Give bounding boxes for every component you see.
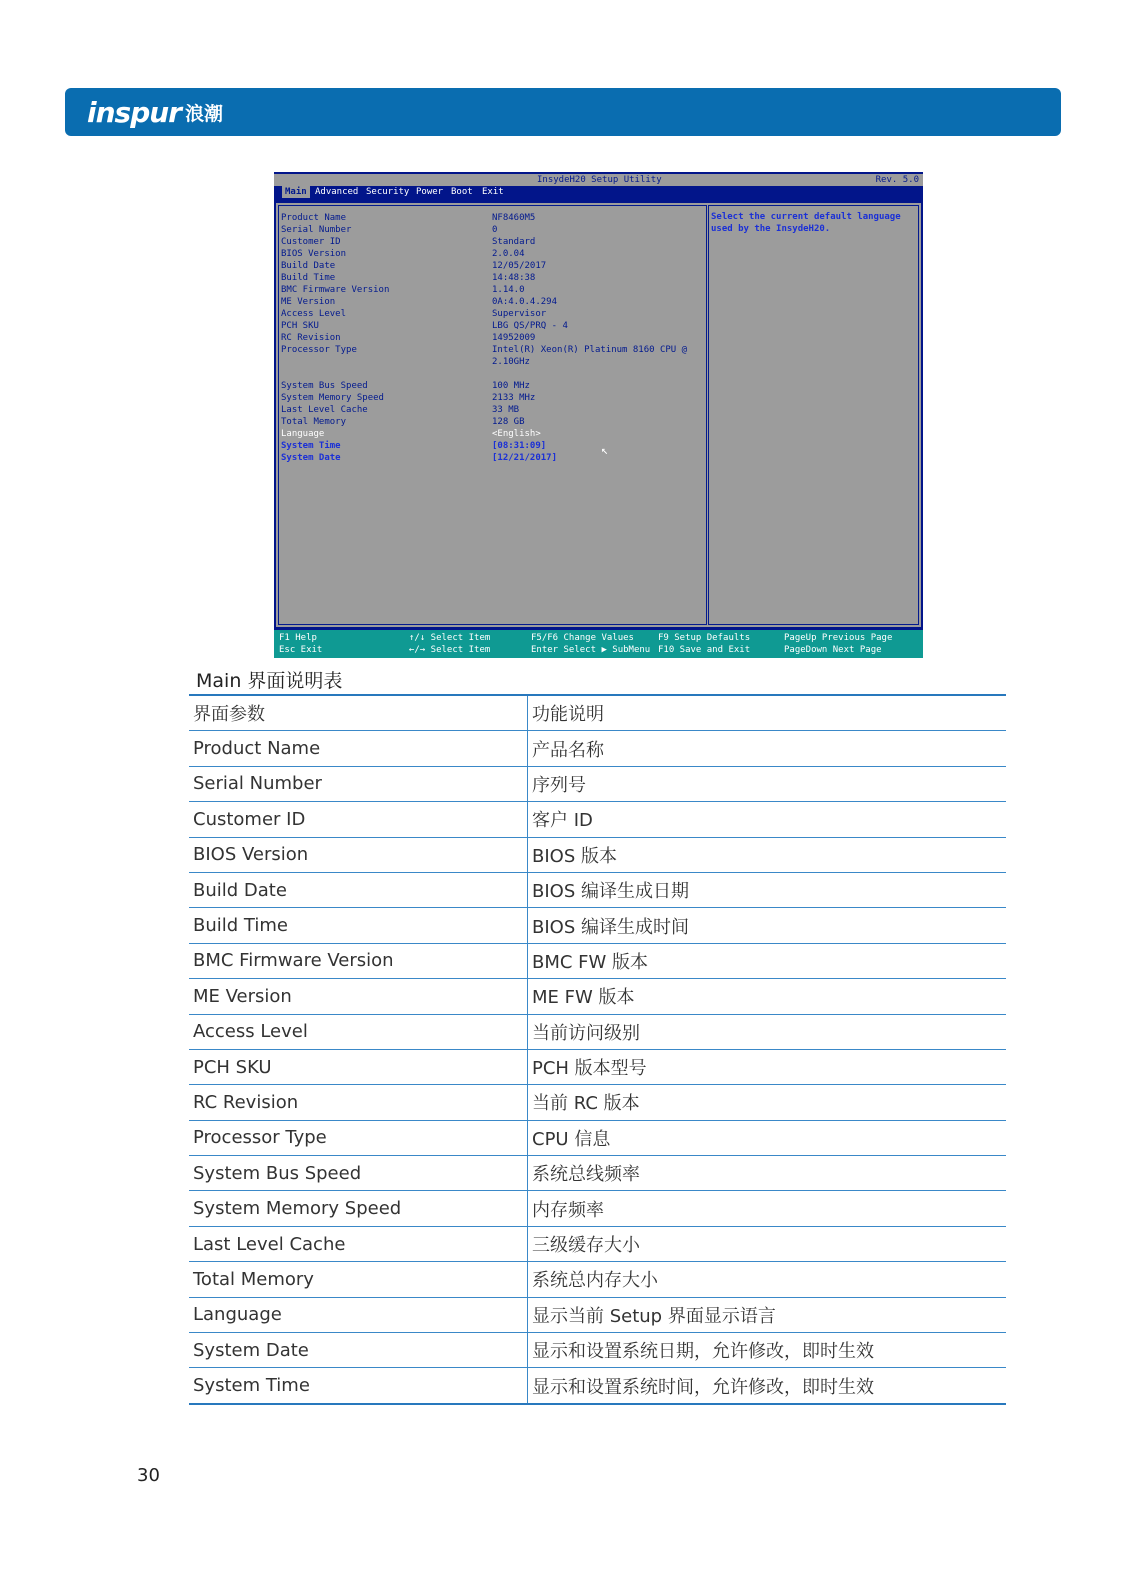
table-cell-parameter: ME Version	[189, 979, 528, 1014]
table-cell-description: BMC FW 版本	[528, 943, 1007, 978]
bios-tab-boot[interactable]: Boot	[451, 187, 473, 197]
table-cell-description: BIOS 编译生成日期	[528, 872, 1007, 907]
bios-tab-exit[interactable]: Exit	[482, 187, 504, 197]
table-row	[189, 1191, 1006, 1226]
table-row	[189, 979, 1006, 1014]
bios-row-label: Build Time	[281, 273, 336, 283]
table-row	[189, 908, 1006, 943]
table-cell-description: 系统总内存大小	[528, 1262, 1007, 1297]
bios-key-setup-defaults: F9 Setup Defaults	[658, 633, 751, 643]
bios-row-value: Supervisor	[492, 309, 547, 319]
table-cell-description: CPU 信息	[528, 1120, 1007, 1155]
table-row	[189, 1156, 1006, 1191]
bios-row-value: 33 MB	[492, 405, 520, 415]
table-cell-parameter: Serial Number	[189, 766, 528, 801]
table-header-row	[189, 695, 1006, 731]
bios-row-label: Serial Number	[281, 225, 352, 235]
table-cell-description: 功能说明	[528, 695, 1007, 731]
table-cell-description: 客户 ID	[528, 802, 1007, 837]
table-cell-description: 当前 RC 版本	[528, 1085, 1007, 1120]
table-cell-parameter: Processor Type	[189, 1120, 528, 1155]
table-row	[189, 802, 1006, 837]
bios-revision: Rev. 5.0	[875, 175, 919, 185]
table-cell-parameter: Last Level Cache	[189, 1226, 528, 1261]
table-cell-parameter: Customer ID	[189, 802, 528, 837]
bios-tab-security[interactable]: Security	[366, 187, 410, 197]
bios-key-help: F1 Help	[279, 633, 317, 643]
bios-info-panel	[278, 205, 707, 625]
table-row	[189, 1297, 1006, 1332]
bios-row-label: BMC Firmware Version	[281, 285, 390, 295]
bios-row-label: Access Level	[281, 309, 347, 319]
table-row	[189, 1120, 1006, 1155]
bios-key-change-values: F5/F6 Change Values	[531, 633, 634, 643]
bios-row-value: 100 MHz	[492, 381, 530, 391]
bios-row-value: 0	[492, 225, 498, 235]
header-bar	[65, 88, 1061, 136]
table-cell-description: 三级缓存大小	[528, 1226, 1007, 1261]
table-cell-description: BIOS 版本	[528, 837, 1007, 872]
table-cell-parameter: PCH SKU	[189, 1049, 528, 1084]
bios-row-value: NF8460M5	[492, 213, 536, 223]
table-cell-parameter: Language	[189, 1297, 528, 1332]
bios-footer	[274, 630, 923, 658]
bios-row-value: 14952009	[492, 333, 536, 343]
bios-row-label: PCH SKU	[281, 321, 319, 331]
table-cell-description: 显示和设置系统时间，允许修改，即时生效	[528, 1368, 1007, 1404]
table-cell-description: 序列号	[528, 766, 1007, 801]
bios-row-label: Processor Type	[281, 345, 357, 355]
logo-cjk-text: 浪潮	[184, 102, 223, 125]
bios-menu-bar	[276, 186, 921, 198]
bios-row-label: BIOS Version	[281, 249, 347, 259]
bios-tab-advanced[interactable]: Advanced	[315, 187, 359, 197]
bios-row-value: 12/05/2017	[492, 261, 547, 271]
bios-row-label: ME Version	[281, 297, 336, 307]
table-row	[189, 837, 1006, 872]
table-row	[189, 1262, 1006, 1297]
page-number: 30	[137, 1465, 160, 1486]
bios-row-label: Customer ID	[281, 237, 341, 247]
bios-row-label: System Bus Speed	[281, 381, 368, 391]
table-row	[189, 731, 1006, 766]
table-row	[189, 766, 1006, 801]
table-row	[189, 1226, 1006, 1261]
bios-key-select-item-vertical: ↑/↓ Select Item	[409, 633, 491, 643]
bios-row-value: 14:48:38	[492, 273, 536, 283]
table-cell-description: PCH 版本型号	[528, 1049, 1007, 1084]
bios-tab-power[interactable]: Power	[416, 187, 444, 197]
bios-row-label: System Memory Speed	[281, 393, 384, 403]
bios-row-label: System Date	[281, 453, 341, 463]
table-row	[189, 1014, 1006, 1049]
bios-key-exit: Esc Exit	[279, 645, 323, 655]
main-description-table	[189, 694, 1006, 1405]
bios-row-value: 2133 MHz	[492, 393, 536, 403]
table-cell-description: ME FW 版本	[528, 979, 1007, 1014]
table-row	[189, 1085, 1006, 1120]
bios-row-label: Last Level Cache	[281, 405, 368, 415]
inspur-logo	[87, 94, 223, 130]
bios-key-save-exit: F10 Save and Exit	[658, 645, 751, 655]
bios-row-value: 2.0.04	[492, 249, 525, 259]
bios-row-label: RC Revision	[281, 333, 341, 343]
table-cell-description: 系统总线频率	[528, 1156, 1007, 1191]
table-cell-description: 显示和设置系统日期，允许修改，即时生效	[528, 1333, 1007, 1368]
bios-key-previous-page: PageUp Previous Page	[784, 633, 893, 643]
bios-row-label: System Time	[281, 441, 341, 451]
bios-key-select-item-horizontal: ←/→ Select Item	[409, 645, 491, 655]
bios-help-panel	[708, 205, 919, 625]
table-row	[189, 1368, 1006, 1404]
bios-row-label: Total Memory	[281, 417, 347, 427]
table-cell-parameter: Build Time	[189, 908, 528, 943]
table-cell-parameter: Access Level	[189, 1014, 528, 1049]
bios-row-value: LBG QS/PRQ - 4	[492, 321, 568, 331]
table-cell-parameter: System Bus Speed	[189, 1156, 528, 1191]
table-cell-parameter: System Date	[189, 1333, 528, 1368]
bios-title: InsydeH20 Setup Utility	[537, 175, 662, 185]
table-cell-parameter: Build Date	[189, 872, 528, 907]
table-cell-description: 产品名称	[528, 731, 1007, 766]
table-cell-description: 显示当前 Setup 界面显示语言	[528, 1297, 1007, 1332]
bios-row-value: 0A:4.0.4.294	[492, 297, 558, 307]
bios-body	[276, 203, 921, 627]
table-cell-parameter: System Time	[189, 1368, 528, 1404]
bios-row-value[interactable]: [12/21/2017]	[492, 453, 558, 463]
bios-row-value: 1.14.0	[492, 285, 525, 295]
table-row	[189, 872, 1006, 907]
table-cell-parameter: RC Revision	[189, 1085, 528, 1120]
bios-title-bar	[274, 174, 923, 186]
bios-row-label: Build Date	[281, 261, 336, 271]
bios-row-value: 2.10GHz	[492, 357, 530, 367]
table-caption: Main 界面说明表	[196, 670, 343, 692]
bios-row-value[interactable]: <English>	[492, 429, 541, 439]
table-cell-description: 当前访问级别	[528, 1014, 1007, 1049]
bios-help-text: Select the current default language used by the InsydeH20.	[711, 212, 901, 234]
bios-row-label: Language	[281, 429, 325, 439]
table-cell-parameter: System Memory Speed	[189, 1191, 528, 1226]
bios-row-value[interactable]: [08:31:09]	[492, 441, 547, 451]
table-row	[189, 1049, 1006, 1084]
table-row	[189, 943, 1006, 978]
bios-tab-main[interactable]: Main	[282, 186, 310, 198]
bios-row-label: Product Name	[281, 213, 347, 223]
table-cell-parameter: Total Memory	[189, 1262, 528, 1297]
table-cell-description: 内存频率	[528, 1191, 1007, 1226]
table-cell-parameter: BIOS Version	[189, 837, 528, 872]
bios-key-next-page: PageDown Next Page	[784, 645, 882, 655]
table-cell-parameter: Product Name	[189, 731, 528, 766]
table-cell-description: BIOS 编译生成时间	[528, 908, 1007, 943]
mouse-pointer-icon: ↖	[601, 443, 609, 457]
bios-row-value: Standard	[492, 237, 536, 247]
table-cell-parameter: 界面参数	[189, 695, 528, 731]
bios-row-value: Intel(R) Xeon(R) Platinum 8160 CPU @	[492, 345, 688, 355]
logo-latin-text: inspur	[87, 95, 181, 129]
bios-key-submenu: Enter Select ▶ SubMenu	[531, 645, 651, 655]
bios-row-value: 128 GB	[492, 417, 525, 427]
table-row	[189, 1333, 1006, 1368]
table-cell-parameter: BMC Firmware Version	[189, 943, 528, 978]
bios-screenshot	[274, 172, 923, 658]
